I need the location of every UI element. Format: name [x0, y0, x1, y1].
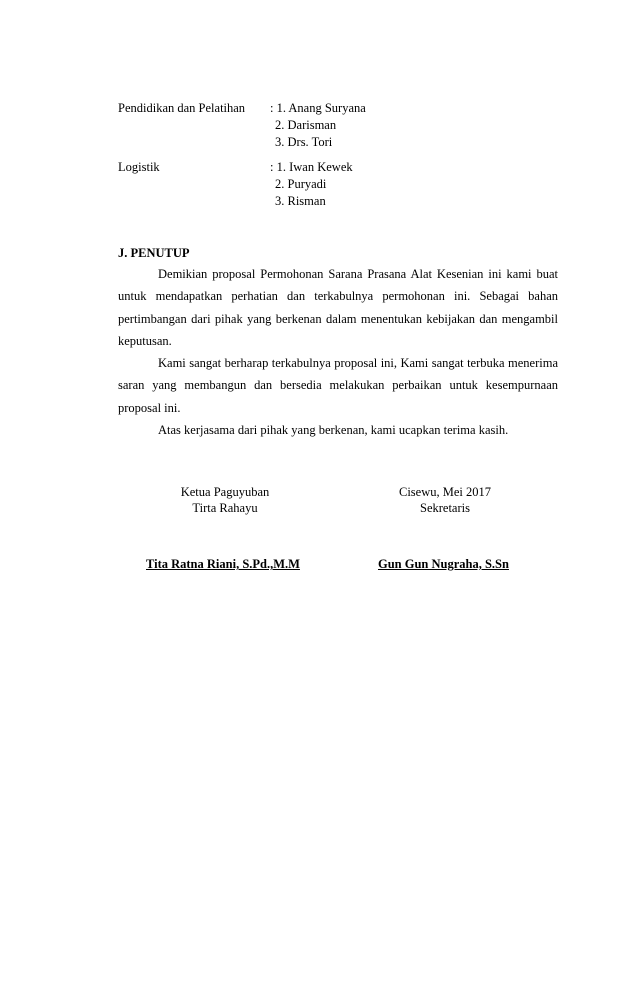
signature-right-title-line2: Sekretaris [420, 501, 470, 515]
closing-paragraph-2: Kami sangat berharap terkabulnya proposal ini, Kami sangat terbuka menerima saran yang membangun dan bersedia melakukan perbaikan untuk kesempurnaan proposal ini. [118, 356, 558, 415]
committee-member: 2. Puryadi [275, 177, 327, 191]
committee-role-logistics: Logistik [118, 160, 160, 174]
closing-paragraph-1: Demikian proposal Permohonan Sarana Prasana Alat Kesenian ini kami buat untuk mendapatkan perhatian dan terkabulnya permohonan ini. Sebagai bahan pertimbangan dari pihak yang berkenan dalam menentukan kebijakan dan mengambil keputusan. [118, 267, 558, 348]
committee-member: 2. Darisman [275, 118, 337, 132]
signature-left-title-line1: Ketua Paguyuban [180, 485, 270, 499]
closing-paragraph-3: Atas kerjasama dari pihak yang berkenan, kami ucapkan terima kasih. [158, 423, 509, 437]
committee-member: : 1. Anang Suryana [270, 101, 366, 115]
section-heading: J. PENUTUP [118, 246, 190, 260]
committee-member: 3. Drs. Tori [275, 135, 333, 149]
signature-right-title-line1: Cisewu, Mei 2017 [398, 485, 491, 499]
signature-right-name: Gun Gun Nugraha, S.Sn [378, 557, 509, 571]
signature-left-title-line2: Tirta Rahayu [192, 501, 258, 515]
committee-member: 3. Risman [275, 194, 326, 208]
committee-member: : 1. Iwan Kewek [270, 160, 353, 174]
signature-right-title [370, 484, 520, 516]
signature-left-name: Tita Ratna Riani, S.Pd.,M.M [146, 557, 300, 571]
signature-left-title [150, 484, 300, 516]
committee-role-education: Pendidikan dan Pelatihan [118, 101, 246, 115]
